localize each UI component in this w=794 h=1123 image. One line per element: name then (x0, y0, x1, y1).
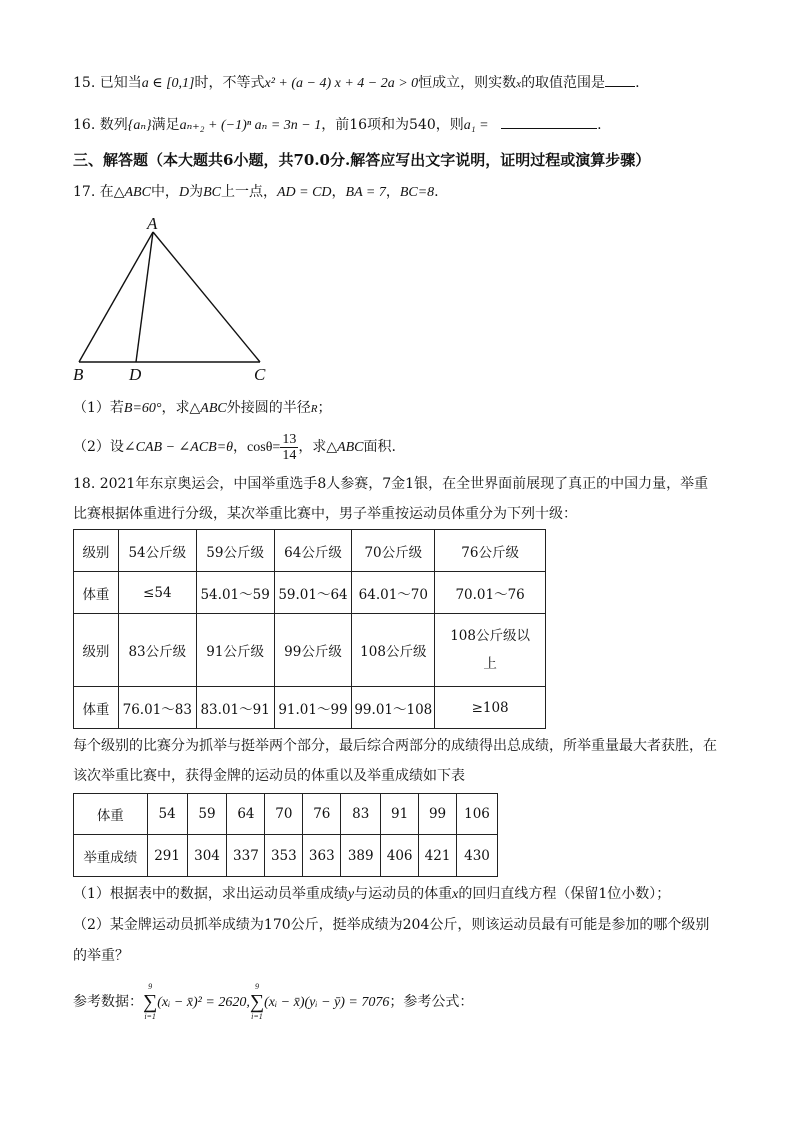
table-cell: ≤54 (118, 572, 196, 614)
score-cell: 304 (187, 835, 227, 877)
table-cell: 70公斤级 (352, 530, 435, 572)
weight-cell: 70 (265, 794, 303, 835)
table-row (74, 572, 546, 614)
q18-p1-text: 的回归直线方程（保留1位小数）； (458, 886, 671, 902)
q17-condition: BC=8 (399, 185, 435, 200)
fraction-numerator: 13 (282, 431, 297, 447)
sum-lower: i=1 (251, 1012, 263, 1021)
row-header: 举重成绩 (74, 835, 148, 877)
q15-var: x (516, 78, 522, 90)
table-row (74, 794, 498, 835)
answer-blank[interactable] (501, 114, 597, 129)
q17-triangle: △ABC (113, 185, 151, 200)
q17-p1-end: ； (317, 400, 332, 416)
q16-sequence: {aₙ} (127, 118, 152, 133)
table-cell: 76.01～83 (118, 687, 196, 729)
q18-p1-var-x: x (452, 887, 459, 902)
q15-text: 的取值范围是 (521, 75, 606, 91)
table-cell: 70.01～76 (435, 572, 546, 614)
question-17 (73, 182, 439, 203)
score-cell: 291 (147, 835, 187, 877)
q15-end: . (635, 75, 640, 91)
q18-p1-var-y: y (347, 887, 355, 902)
table-cell: 级别 (74, 614, 119, 687)
table-cell: 级别 (74, 530, 119, 572)
table-cell: 83公斤级 (118, 614, 196, 687)
sum-upper: 9 (254, 982, 259, 991)
q17-number: 17. (73, 184, 96, 200)
table-row (74, 614, 546, 687)
q17-sep: ， (331, 184, 346, 200)
triangle-figure (68, 214, 278, 384)
q17-condition: BA = 7 (345, 185, 386, 200)
q18-p1-text: 与运动员的体重 (354, 886, 453, 902)
q18-p1-text: （1）根据表中的数据，求出运动员举重成绩 (73, 886, 348, 902)
table-cell: 体重 (74, 687, 119, 729)
question-15 (73, 72, 640, 94)
q15-number: 15. (73, 75, 96, 91)
q17-p2-text: ，求 (298, 439, 327, 455)
table-row (74, 687, 546, 729)
results-table (73, 793, 498, 877)
table-cell: 76公斤级 (435, 530, 546, 572)
score-cell: 389 (341, 835, 381, 877)
table-cell: 54.01～59 (196, 572, 274, 614)
segment-ad (136, 232, 153, 362)
q16-a1: a₁ = (463, 118, 489, 133)
q18-intro-line1: 18. 2021年东京奥运会，中国举重选手8人参赛，7金1银，在全世界面前展现了真正的中国力量，举重 (73, 476, 709, 492)
sigma-icon: 9 ∑ i=1 (143, 982, 158, 1021)
q16-number: 16. (73, 117, 96, 133)
q18-part1 (73, 884, 670, 905)
weight-cell: 76 (303, 794, 341, 835)
table-cell: 59公斤级 (196, 530, 274, 572)
reference-expr2: (xᵢ − x̄)(yᵢ − ȳ) = 7076 (264, 995, 390, 1010)
q17-part2 (73, 428, 396, 467)
weight-cell: 83 (341, 794, 381, 835)
reference-expr1: (xᵢ − x̄)² = 2620, (157, 995, 250, 1010)
sum-upper: 9 (148, 982, 153, 991)
sigma-icon: 9 ∑ i=1 (249, 982, 265, 1021)
score-cell: 406 (381, 835, 419, 877)
side-ac (153, 232, 260, 362)
weight-cell: 59 (187, 794, 227, 835)
table-cell: 99公斤级 (274, 614, 352, 687)
table-cell: 91.01～99 (274, 687, 352, 729)
table-cell: 91公斤级 (196, 614, 274, 687)
q15-text: 恒成立，则实数 (418, 75, 517, 91)
label-d: D (129, 365, 142, 384)
q17-condition: AD = CD (276, 185, 332, 200)
q17-p1-condition: B=60° (123, 401, 162, 416)
weight-cell: 91 (381, 794, 419, 835)
q17-text: 为 (189, 184, 204, 200)
score-cell: 353 (265, 835, 303, 877)
q17-text: 上一点， (220, 184, 277, 200)
label-c: C (254, 365, 266, 384)
table-cell: 64.01～70 (352, 572, 435, 614)
score-cell: 363 (303, 835, 341, 877)
table-cell: ≥108 (435, 687, 546, 729)
table-cell: 64公斤级 (274, 530, 352, 572)
question-16 (73, 114, 602, 136)
q18-part2-line2: 的举重？ (73, 948, 129, 964)
q15-condition: a ∈ [0,1] (141, 76, 195, 91)
reference-tail: ；参考公式： (389, 994, 474, 1010)
label-a: A (147, 214, 158, 233)
q17-part1 (73, 398, 331, 419)
table-cell: 108公斤级以上 (435, 614, 546, 687)
side-ab (79, 232, 153, 362)
answer-blank[interactable] (605, 72, 635, 87)
score-cell: 430 (457, 835, 498, 877)
sum-lower: i=1 (144, 1012, 156, 1021)
weight-cell: 99 (419, 794, 457, 835)
q17-p2-text: 面积. (363, 439, 396, 455)
q17-segment: BC (203, 185, 221, 200)
table-cell: 108公斤级 (352, 614, 435, 687)
weight-cell: 106 (457, 794, 498, 835)
q18-part2-line1: （2）某金牌运动员抓举成绩为170公斤，挺举成绩为204公斤，则该运动员最有可能是参加的哪个级别 (73, 917, 710, 933)
q16-text: 数列 (99, 117, 128, 133)
q17-p2-triangle: △ABC (326, 440, 364, 455)
q17-p2-sep: ， (233, 439, 248, 455)
table-row (74, 530, 546, 572)
table-cell: 99.01～108 (352, 687, 435, 729)
q17-p2-text: （2）设 (73, 439, 124, 455)
weight-class-table (73, 529, 546, 729)
reference-data (73, 982, 473, 1023)
q17-p1-triangle: △ABC (189, 401, 227, 416)
weight-cell: 54 (147, 794, 187, 835)
q17-point: D (178, 185, 190, 200)
q18-line3: 每个级别的比赛分为抓举与挺举两个部分，最后综合两部分的成绩得出总成绩，所举重量最大者获胜，在 (73, 738, 717, 754)
label-b: B (73, 365, 84, 384)
row-header: 体重 (74, 794, 148, 835)
q17-text: 中， (150, 184, 179, 200)
q17-p2-condition: ∠CAB − ∠ACB=θ (123, 440, 234, 455)
table-cell: 54公斤级 (118, 530, 196, 572)
fraction-denominator: 14 (282, 447, 297, 463)
weight-cell: 64 (227, 794, 265, 835)
q15-inequality: x² + (a − 4) x + 4 − 2a > 0 (264, 76, 419, 91)
q16-relation: aₙ₊₂ + (−1)ⁿ aₙ = 3n − 1 (179, 118, 322, 133)
q16-end: . (597, 117, 602, 133)
q17-p1-text: （1）若 (73, 400, 124, 416)
q15-text: 时，不等式 (194, 75, 265, 91)
q17-sep: ， (385, 184, 400, 200)
table-cell: 体重 (74, 572, 119, 614)
q16-text: ，前16项和为540，则 (321, 117, 464, 133)
score-cell: 337 (227, 835, 265, 877)
reference-label: 参考数据： (73, 994, 143, 1010)
q17-p2-cos: cosθ= (247, 440, 281, 455)
table-cell: 83.01～91 (196, 687, 274, 729)
q16-text: 满足 (151, 117, 180, 133)
q15-text: 已知当 (99, 75, 142, 91)
q17-text: 在 (99, 184, 114, 200)
fraction-13-14 (280, 432, 298, 463)
q18-intro-line2: 比赛根据体重进行分级，某次举重比赛中，男子举重按运动员体重分为下列十级： (73, 506, 577, 522)
q18-line4: 该次举重比赛中，获得金牌的运动员的体重以及举重成绩如下表 (73, 768, 465, 784)
q17-p1-text: ，求 (161, 400, 190, 416)
q17-p1-radius: R (310, 403, 318, 415)
score-cell: 421 (419, 835, 457, 877)
section-title: 三、解答题（本大题共6小题，共70.0分.解答应写出文字说明，证明过程或演算步骤） (73, 151, 651, 169)
table-row (74, 835, 498, 877)
q17-end: . (434, 184, 439, 200)
q17-p1-text: 外接圆的半径 (226, 400, 311, 416)
table-cell: 59.01～64 (274, 572, 352, 614)
